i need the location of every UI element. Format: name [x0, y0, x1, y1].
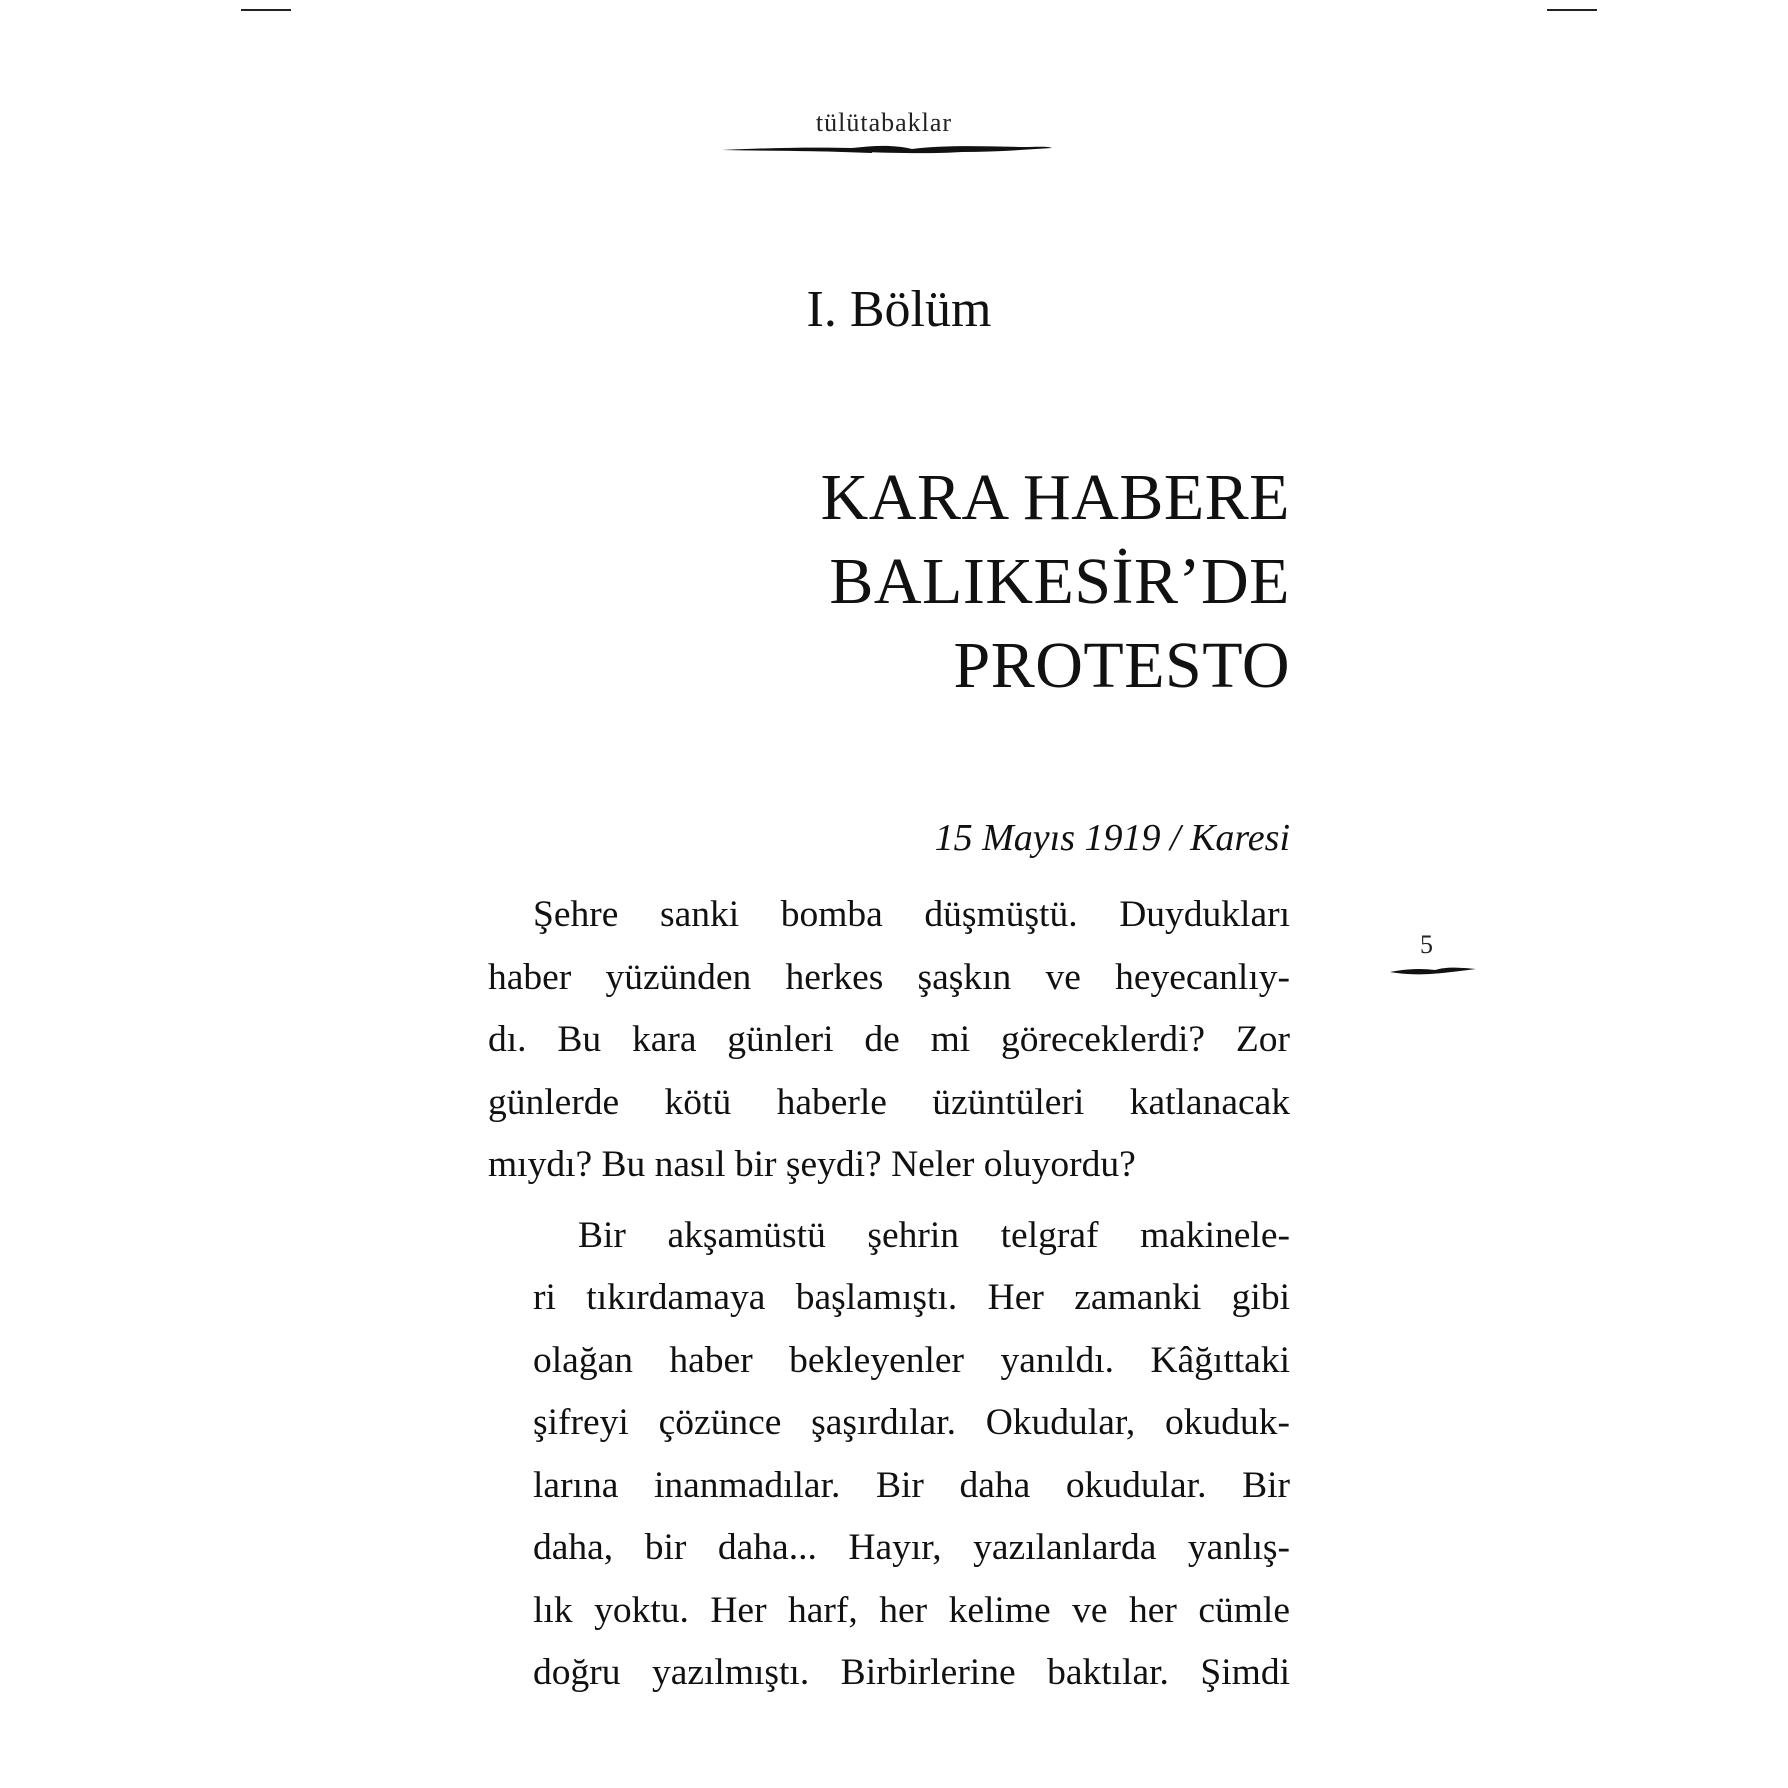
body-line: günlerde kötü haberle üzüntüleri katlanacak — [488, 1081, 1290, 1123]
chapter-title-line-1: KARA HABERE — [820, 461, 1290, 534]
body-line: haber yüzünden herkes şaşkın ve heyecanlıy- — [488, 956, 1290, 998]
running-header — [714, 108, 1054, 138]
body-line: larına inanmadılar. Bir daha okudular. Bir — [533, 1464, 1290, 1506]
body-line: lık yoktu. Her harf, her kelime ve her cümle — [533, 1589, 1290, 1631]
page-number-brush-stroke — [1390, 963, 1476, 979]
body-line: Bir akşamüstü şehrin telgraf makinele- — [578, 1214, 1290, 1256]
body-line: mıydı? Bu nasıl bir şeydi? Neler oluyordu? — [488, 1144, 1136, 1185]
body-line: dı. Bu kara günleri de mi göreceklerdi? Zor — [488, 1019, 1290, 1060]
crop-mark-left — [241, 9, 291, 11]
body-line: daha, bir daha... Hayır, yazılanlarda yanlış- — [533, 1527, 1290, 1568]
chapter-title-line-2: BALIKESİR’DE — [829, 545, 1290, 618]
body-text — [488, 884, 1290, 1705]
chapter-title — [821, 456, 1290, 708]
body-line: Şehre sanki bomba düşmüştü. Duydukları — [533, 894, 1290, 935]
dateline: 15 Mayıs 1919 / Karesi — [934, 817, 1290, 859]
body-line: doğru yazılmıştı. Birbirlerine baktılar. Şimdi — [533, 1652, 1290, 1693]
body-line: olağan haber bekleyenler yanıldı. Kâğıttaki — [533, 1339, 1290, 1381]
paragraph-2 — [488, 1205, 1290, 1705]
publisher-header: tülütabaklar — [815, 108, 953, 137]
page-number: 5 — [1420, 930, 1433, 959]
body-line: ri tıkırdamaya başlamıştı. Her zamanki gibi — [533, 1277, 1290, 1318]
body-line: şifreyi çözünce şaşırdılar. Okudular, okuduk- — [533, 1402, 1290, 1443]
header-brush-stroke — [722, 140, 1052, 160]
chapter-label: I. Bölüm — [806, 281, 992, 338]
paragraph-1 — [488, 884, 1290, 1197]
chapter-title-line-3: PROTESTO — [953, 629, 1290, 702]
crop-mark-right — [1547, 9, 1597, 11]
